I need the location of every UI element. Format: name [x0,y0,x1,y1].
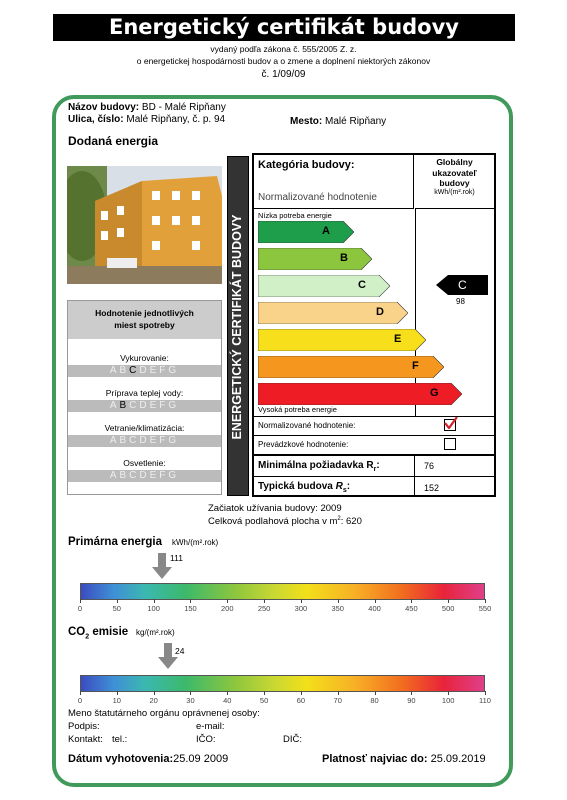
scale-letter-g: G [168,470,180,481]
scale-letter-e: E [149,470,160,481]
valid-until-label: Platnosť najviac do: [322,753,428,765]
min-requirement-label: Minimálna požiadavka $R_r$: [258,460,380,473]
scale-letter-c: C [129,365,140,376]
scale-letter-f: F [159,435,169,446]
hot-water-rating [68,388,221,412]
primary-energy-title: Primárna energia [68,536,162,548]
down-arrow-icon [158,643,178,669]
floor-area-label: Celková podlahová plocha v m [208,516,338,528]
floor-area-unit-sup: 2 [337,516,341,522]
category-title: Kategória budovy: [258,159,355,171]
city-label: Mesto: [290,116,323,127]
tick-label: 350 [331,604,344,613]
co2-pointer [158,643,178,674]
certificate-number: č. 1/09/09 [261,69,306,80]
scale-letter-e: E [149,365,160,376]
tick-mark [117,691,118,695]
tick-label: 300 [294,604,308,613]
tick-mark [264,599,265,603]
usage-start-row [208,503,342,514]
tick-label: 20 [149,696,158,705]
operational-rating-label: Prevádzkové hodnotenie: [258,440,349,449]
city-value: Malé Ripňany [325,116,387,127]
tick-label: 400 [368,604,381,613]
tick-label: 0 [77,604,83,613]
primary-energy-scale-bar [80,583,485,600]
issue-date-label: Dátum vyhotovenia: [68,753,174,765]
typical-building-value: 152 [424,483,440,493]
tick-mark [448,599,449,603]
tick-mark [227,691,228,695]
operational-rating-checkbox[interactable] [444,438,456,450]
dic-label: DIČ: [283,734,302,745]
typical-building-text: Typická budova [258,481,333,492]
normalized-rating-checkbox[interactable] [444,419,456,431]
usage-start-label: Začiatok užívania budovy: [208,503,318,514]
contact-label: Kontakt: [68,734,103,745]
category-subtitle: Normalizované hodnotenie [258,192,377,203]
min-requirement-sub: r [373,466,377,473]
hot-water-label: Príprava teplej vody: [105,388,184,398]
row-divider [254,476,494,477]
tick-label: 250 [257,604,271,613]
scale-letter-c: C [129,470,140,481]
energy-class-letter: C [358,279,366,291]
street-value: Malé Ripňany, č. p. 94 [126,114,226,125]
vertical-title: ENERGETICKÝ CERTIFIKÁT BUDOVY [230,214,244,440]
tick-mark [375,599,376,603]
scale-letter-g: G [168,400,180,411]
result-value: 98 [456,297,465,306]
tick-label: 50 [259,696,269,705]
scale-letter-d: D [139,365,150,376]
tick-label: 550 [478,604,492,613]
global-indicator-unit: kWh/(m².rok) [434,188,475,196]
tick-mark [448,691,449,695]
building-photo [67,166,222,284]
check-icon [444,417,458,429]
tick-label: 80 [370,696,379,705]
primary-energy-unit: kWh/(m².rok) [172,538,219,547]
energy-class-b [258,248,372,270]
tick-mark [154,691,155,695]
tick-mark [301,599,302,603]
energy-class-g [258,383,462,405]
scale-letter-e: E [149,400,160,411]
co2-title-rest: emisie [89,626,129,638]
energy-class-e [258,329,426,351]
tick-label: 110 [479,696,491,705]
scale-letter-f: F [159,470,169,481]
lighting-scale [68,470,221,482]
scale-letter-a: A [109,435,120,446]
tick-mark [375,691,376,695]
tick-label: 90 [407,696,416,705]
delivered-energy-heading: Dodaná energia [68,134,159,148]
ventilation-scale [68,435,221,447]
tick-label: 30 [186,696,195,705]
tick-mark [117,599,118,603]
scale-letter-f: F [159,365,169,376]
scale-letter-a: A [109,470,120,481]
tick-label: 60 [296,696,306,705]
energy-class-d [258,302,408,324]
usage-start-value: 2009 [320,503,342,514]
tick-mark [411,599,412,603]
scale-letter-c: C [129,435,140,446]
consumption-header: Hodnotenie jednotlivých miest spotreby [68,301,221,339]
lighting-rating [68,458,221,482]
consumption-ratings-panel [67,300,222,495]
law-reference: vydaný podľa zákona č. 555/2005 Z. z. [210,44,357,54]
tick-label: 450 [405,604,418,613]
min-requirement-value: 76 [424,461,435,471]
row-divider [254,454,494,456]
tick-mark [154,599,155,603]
tick-label: 70 [333,696,342,705]
primary-energy-value: 111 [170,553,183,563]
normalized-rating-label: Normalizované hodnotenie: [258,421,356,430]
vertical-title-bar [227,156,249,496]
energy-class-letter: A [322,225,330,237]
heating-scale [68,365,221,377]
scale-letter-a: A [109,400,120,411]
energy-class-letter: E [394,333,402,345]
tick-mark [80,691,81,695]
scale-letter-g: G [168,365,180,376]
email-label: e-mail: [196,721,225,732]
co2-scale-bar [80,675,485,692]
certificate-title: Energetický certifikát budovy [53,14,515,41]
tick-mark [338,599,339,603]
energy-class-f [258,356,444,378]
tick-mark [411,691,412,695]
tick-mark [264,691,265,695]
min-requirement-text: Minimálna požiadavka R [258,460,374,471]
typical-building-sub: s [342,487,347,494]
co2-unit: kg/(m².rok) [136,628,175,637]
category-header [254,155,414,209]
tick-label: 150 [184,604,197,613]
building-name-value: BD - Malé Ripňany [141,102,226,113]
global-indicator-header [415,155,494,209]
tick-mark [338,691,339,695]
primary-energy-pointer [152,553,172,584]
tel-label: tel.: [112,734,128,745]
tick-mark [485,599,486,603]
tick-mark [301,691,302,695]
energy-class-letter: D [376,306,384,318]
scale-letter-f: F [159,400,169,411]
scale-letter-b: B [119,400,130,411]
category-box [252,153,496,497]
tick-mark [80,599,81,603]
scale-letter-b: B [119,365,130,376]
tick-label: 0 [77,696,83,705]
energy-class-letter: B [340,252,348,264]
co2-value: 24 [175,646,185,656]
law-description: o energetickej hospodárnosti budov a o zmene a doplnení niektorých zákonov [136,56,431,66]
scale-letter-g: G [168,435,180,446]
ico-label: IČO: [196,734,216,745]
scale-letter-b: B [119,435,130,446]
issue-date-row [68,753,228,765]
energy-class-c [258,275,390,297]
authorized-person-label: Meno štatutárneho orgánu oprávnenej osoby: [68,708,260,719]
typical-building-label: Typická budova $R_s$: [258,481,351,494]
tick-label: 500 [441,604,455,613]
hot-water-scale [68,400,221,412]
tick-mark [190,691,191,695]
tick-mark [190,599,191,603]
heating-label: Vykurovanie: [120,353,169,363]
scale-letter-a: A [109,365,120,376]
scale-letter-e: E [149,435,160,446]
valid-until-row [322,753,486,765]
scale-letter-d: D [139,435,150,446]
high-demand-label: Vysoká potreba energie [258,405,337,414]
energy-class-letter: F [412,360,419,372]
tick-label: 200 [221,604,234,613]
building-city-row [290,116,386,127]
building-street-row [68,114,225,125]
tick-mark [227,599,228,603]
scale-letter-b: B [119,470,130,481]
tick-label: 100 [441,696,455,705]
tick-label: 40 [223,696,232,705]
scale-letter-d: D [139,400,150,411]
floor-area-row: Celková podlahová plocha v $m^2$: 620 [208,516,362,528]
co2-title-sub: 2 [85,633,90,641]
energy-class-letter: G [430,387,439,399]
lighting-label: Osvetlenie: [123,458,166,468]
heating-rating [68,353,221,377]
scale-letter-c: C [129,400,140,411]
row-divider [254,435,494,436]
tick-mark [485,691,486,695]
energy-class-a [258,221,354,243]
ventilation-label: Vetranie/klimatizácia: [104,423,185,433]
result-letter: C [458,278,467,292]
tick-label: 10 [112,696,121,705]
valid-until-value: 25.09.2019 [430,753,486,765]
scale-letter-d: D [139,470,150,481]
global-indicator-label: Globálny ukazovateľ budovy [432,157,477,189]
floor-area-value: 620 [346,516,362,528]
co2-title-main: CO [68,626,86,638]
down-arrow-icon [152,553,172,579]
ventilation-rating [68,423,221,447]
tick-label: 50 [112,604,121,613]
tick-label: 100 [147,604,160,613]
building-name-label: Názov budovy: [68,102,140,113]
building-name-row [68,102,226,113]
issue-date-value: 25.09 2009 [173,753,229,765]
co2-title [68,626,128,640]
street-label: Ulica, číslo: [68,114,124,125]
low-demand-label: Nízka potreba energie [258,211,332,220]
signature-label: Podpis: [68,721,100,732]
row-divider [254,416,494,417]
